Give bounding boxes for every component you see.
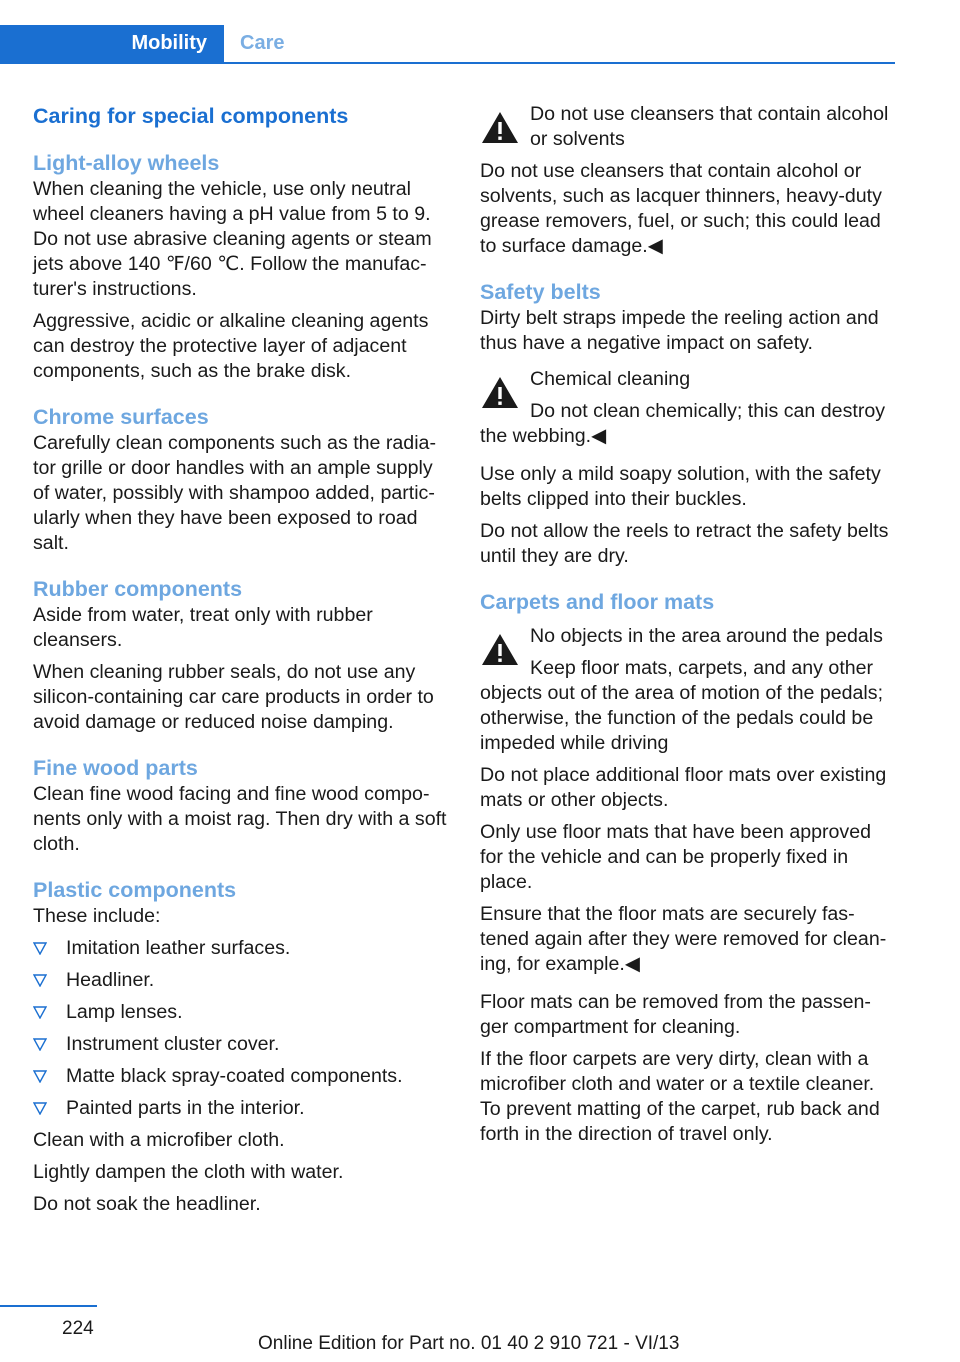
edition-info: Online Edition for Part no. 01 40 2 910 721 - VI/13 bbox=[258, 1333, 680, 1354]
paragraph: Use only a mild soapy solution, with the safety belts clipped into their buckles. bbox=[480, 463, 881, 510]
warning-triangle-icon bbox=[480, 375, 520, 411]
warning-body: Do not clean chemically; this can destroy the webbing.◀ bbox=[480, 400, 886, 447]
paragraph: Aggressive, acidic or alkaline cleaning agents can destroy the protective layer of adjacent components, such as the brake disk. bbox=[33, 310, 429, 382]
paragraph: Lightly dampen the cloth with water. bbox=[33, 1161, 344, 1183]
triangle-bullet-icon bbox=[33, 974, 47, 987]
triangle-bullet-icon bbox=[33, 1102, 47, 1115]
list-item: Painted parts in the interior. bbox=[33, 1096, 448, 1121]
heading-rubber-components: Rubber components bbox=[33, 577, 243, 601]
tab-mobility[interactable] bbox=[0, 25, 224, 62]
plastic-list bbox=[33, 936, 448, 1121]
warning-body: Keep floor mats, carpets, and any other objects out of the area of motion of the pedals; otherwise, the function of the pedals could be impeded while driving bbox=[480, 657, 884, 754]
warning-triangle-icon bbox=[480, 632, 520, 668]
heading-chrome-surfaces: Chrome surfaces bbox=[33, 405, 209, 429]
paragraph: When cleaning rubber seals, do not use any silicon-containing car care products in order to avoid damage or reduced noise damping. bbox=[33, 661, 434, 733]
paragraph: Do not soak the headliner. bbox=[33, 1193, 261, 1215]
warning-body: Do not use cleansers that contain alcohol or solvents, such as lacquer thinners, heavy-duty grease removers, fuel, or such; this could lead to surface damage.◀ bbox=[480, 160, 882, 257]
paragraph: Dirty belt straps impede the reeling action and thus have a negative impact on safety. bbox=[480, 307, 879, 354]
list-item: Matte black spray-coated components. bbox=[33, 1064, 448, 1089]
warning-title: Chemical cleaning bbox=[530, 368, 691, 390]
footer-divider bbox=[0, 1305, 97, 1307]
paragraph: When cleaning the vehicle, use only neutral wheel cleaners having a pH value from 5 to 9. Do not use abrasive cleaning agents or steam jets above 140 ℉/60 ℃. Follow the manufac- turer's instructions. bbox=[33, 178, 432, 300]
paragraph: Ensure that the floor mats are securely fas- tened again after they were removed for clean- ing, for example.◀ bbox=[480, 903, 887, 975]
warning-triangle-icon bbox=[480, 110, 520, 146]
paragraph: Clean with a microfiber cloth. bbox=[33, 1129, 285, 1151]
list-item: Instrument cluster cover. bbox=[33, 1032, 448, 1057]
warning-pedals bbox=[480, 624, 895, 756]
list-item: Headliner. bbox=[33, 968, 448, 993]
paragraph: Floor mats can be removed from the passen- ger compartment for cleaning. bbox=[480, 991, 871, 1038]
heading-safety-belts: Safety belts bbox=[480, 280, 601, 304]
triangle-bullet-icon bbox=[33, 1038, 47, 1051]
header-bar bbox=[0, 25, 895, 64]
paragraph: Carefully clean components such as the radia- tor grille or door handles with an ample supply of water, possibly with shampoo added, partic- ularly when they have been exposed to road salt. bbox=[33, 432, 436, 554]
warning-title: Do not use cleansers that contain alcohol or solvents bbox=[530, 103, 889, 150]
list-item: Imitation leather surfaces. bbox=[33, 936, 448, 961]
triangle-bullet-icon bbox=[33, 1070, 47, 1083]
heading-carpets-floor-mats: Carpets and floor mats bbox=[480, 590, 715, 614]
paragraph: If the floor carpets are very dirty, clean with a microfiber cloth and water or a textile cleaner. To prevent matting of the carpet, rub back and forth in the direction of travel only. bbox=[480, 1048, 880, 1145]
warning-alcohol-solvents bbox=[480, 102, 895, 152]
warning-title: No objects in the area around the pedals bbox=[530, 625, 883, 647]
triangle-bullet-icon bbox=[33, 1006, 47, 1019]
tab-mobility-label: Mobility bbox=[131, 32, 207, 54]
paragraph: Do not place additional floor mats over existing mats or other objects. bbox=[480, 764, 887, 811]
triangle-bullet-icon bbox=[33, 942, 47, 955]
tab-care[interactable]: Care bbox=[240, 32, 285, 54]
list-item: Lamp lenses. bbox=[33, 1000, 448, 1025]
heading-light-alloy-wheels: Light-alloy wheels bbox=[33, 151, 220, 175]
warning-chemical-cleaning bbox=[480, 367, 895, 449]
right-column bbox=[480, 102, 895, 1154]
heading-fine-wood-parts: Fine wood parts bbox=[33, 756, 198, 780]
paragraph: Aside from water, treat only with rubber cleansers. bbox=[33, 604, 373, 651]
paragraph: Do not allow the reels to retract the safety belts until they are dry. bbox=[480, 520, 889, 567]
section-title: Caring for special components bbox=[33, 104, 349, 128]
paragraph: These include: bbox=[33, 905, 161, 927]
heading-plastic-components: Plastic components bbox=[33, 878, 237, 902]
left-column bbox=[33, 102, 448, 1224]
paragraph: Only use floor mats that have been approved for the vehicle and can be properly fixed in place. bbox=[480, 821, 872, 893]
page-number: 224 bbox=[62, 1318, 94, 1339]
paragraph: Clean fine wood facing and fine wood compo- nents only with a moist rag. Then dry with a soft cloth. bbox=[33, 783, 447, 855]
